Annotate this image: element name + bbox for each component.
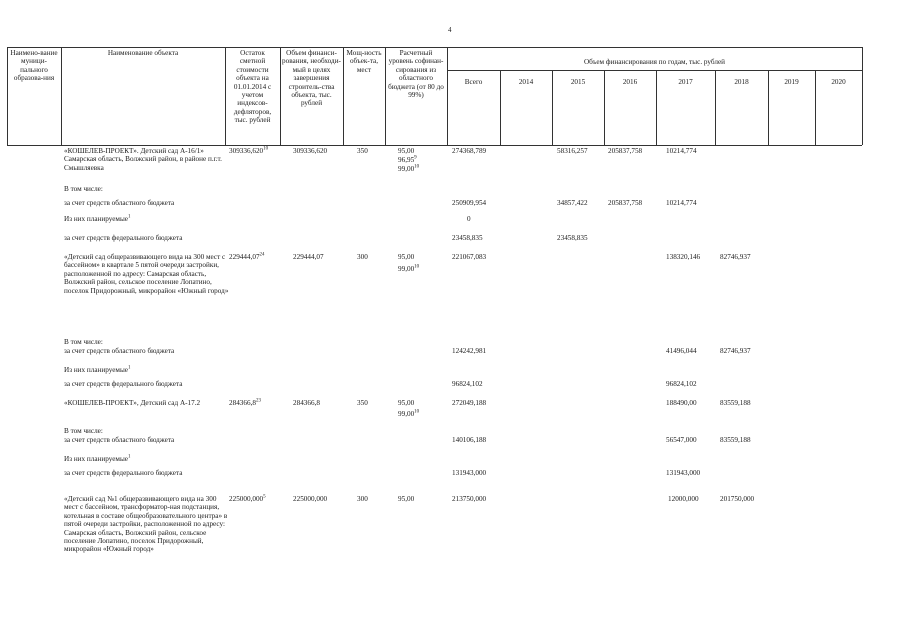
cofinancing-level: 96,95$^9$: [398, 155, 417, 164]
col-object-header: Наименование объекта: [107, 49, 179, 57]
cofinancing-level: 99,00$^{10}$: [398, 164, 420, 173]
total-value: 0: [467, 215, 471, 223]
col-financing-volume-header: Объем финанси-рования, необходи-мый в целях завершения строитель-ства объекта, тыс. рублей: [282, 49, 341, 108]
total-value: 124242,981: [452, 347, 487, 355]
value-2017: 188490,00: [666, 399, 697, 407]
financing-volume: 309336,620: [293, 147, 328, 155]
value-2017: 96824,102: [666, 380, 697, 388]
col-municipality-header: Наимено-вание муници-пального образова-ния: [10, 49, 58, 83]
budget-label: за счет средств федерального бюджета: [64, 380, 183, 388]
total-value: 213750,000: [452, 495, 487, 503]
remaining-cost: 225000,000$^5$: [229, 494, 266, 503]
planned-label: Из них планируемые$^1$: [64, 365, 131, 374]
remaining-cost: 284366,8$^{23}$: [229, 398, 261, 407]
object-name: «Детский сад общеразвивающего вида на 300 мест с бассейном» в квартале 5 пятой очереди застройки, расположенной по адресу: Самарская область, Волжский район, сельское поселение Лопатино, поселок Придорожный, микрорайон «Южный город»: [64, 253, 229, 295]
value-2018: 83559,188: [720, 399, 751, 407]
year-col-2020: 2020: [831, 78, 846, 86]
total-value: 23458,835: [452, 234, 483, 242]
total-value: 140106,188: [452, 436, 487, 444]
budget-label: за счет средств федерального бюджета: [64, 234, 183, 242]
year-col-2017: 2017: [678, 78, 693, 86]
value-2015: 58316,257: [557, 147, 588, 155]
value-2018: 82746,937: [720, 253, 751, 261]
total-value: 250909,954: [452, 199, 487, 207]
remaining-cost: 309336,620$^{10}$: [229, 146, 269, 155]
value-2018: 201750,000: [720, 495, 755, 503]
capacity: 350: [357, 147, 368, 155]
financing-volume: 284366,8: [293, 399, 320, 407]
total-value: 96824,102: [452, 380, 483, 388]
object-name: «КОШЕЛЕВ-ПРОЕКТ», Детский сад А-17.2: [64, 399, 201, 407]
value-2017: 41496,044: [666, 347, 697, 355]
page-number: 4: [448, 26, 452, 34]
years-group-header: Объем финансирования по годам, тыс. рублей: [583, 58, 726, 66]
cofinancing-level: 95,00: [398, 147, 415, 155]
value-2015: 34857,422: [557, 199, 588, 207]
value-2017: 10214,774: [666, 199, 697, 207]
object-name: «КОШЕЛЕВ-ПРОЕКТ». Детский сад А-16/1» Самарская область, Волжский район, в районе п.г.т. Смышляевка: [64, 147, 222, 172]
year-col-2014: 2014: [518, 78, 534, 86]
cofinancing-level: 99,00$^{10}$: [398, 409, 420, 418]
value-2017: 12000,000: [668, 495, 699, 503]
including-label: В том числе:: [64, 185, 103, 193]
total-value: 131943,000: [452, 469, 487, 477]
budget-label: за счет средств областного бюджета: [64, 199, 175, 207]
planned-label: Из них планируемые$^1$: [64, 454, 131, 463]
col-capacity-header: Мощ-ность объек-та, мест: [346, 49, 382, 74]
including-label: В том числе:: [64, 427, 103, 435]
including-label: В том числе:: [64, 338, 103, 346]
financing-volume: 229444,07: [293, 253, 324, 261]
object-name: «Детский сад №1 общеразвивающего вида на 300 мест с бассейном, трансформатор-ная подстанция, котельная в составе общеобразовательного центра» в пятой очереди застройки, расположенной по адресу: Самарская область, Волжский район, сельское поселение Лопатино, поселок Придорожный, микрорайон «Южный город»: [64, 495, 228, 554]
year-col-2018: 2018: [734, 78, 749, 86]
value-2017: 10214,774: [666, 147, 697, 155]
value-2018: 82746,937: [720, 347, 751, 355]
value-2015: 23458,835: [557, 234, 588, 242]
capacity: 300: [357, 495, 368, 503]
remaining-cost: 229444,07$^{24}$: [229, 252, 265, 261]
value-2017: 138320,146: [666, 253, 701, 261]
value-2016: 205837,758: [608, 199, 643, 207]
capacity: 350: [357, 399, 368, 407]
total-value: 221067,083: [452, 253, 487, 261]
year-col-total: Всего: [464, 78, 483, 86]
year-col-2019: 2019: [784, 78, 799, 86]
value-2017: 56547,000: [666, 436, 697, 444]
budget-label: за счет средств федерального бюджета: [64, 469, 183, 477]
value-2018: 83559,188: [720, 436, 751, 444]
cofinancing-level: 99,00$^{10}$: [398, 264, 420, 273]
total-value: 272049,188: [452, 399, 487, 407]
total-value: 274368,789: [452, 147, 487, 155]
cofinancing-level: 95,00: [398, 399, 415, 407]
year-col-2016: 2016: [622, 78, 638, 86]
cofinancing-level: 95,00: [398, 495, 415, 503]
budget-label: за счет средств областного бюджета: [64, 436, 175, 444]
planned-label: Из них планируемые$^1$: [64, 214, 131, 223]
cofinancing-level: 95,00: [398, 253, 415, 261]
year-col-2015: 2015: [570, 78, 586, 86]
col-remaining-cost-header: Остаток сметной стоимости объекта на 01.01.2014 с учетом индексов-дефляторов, тыс. рублей: [233, 49, 272, 125]
value-2017: 131943,000: [666, 469, 701, 477]
value-2016: 205837,758: [608, 147, 643, 155]
capacity: 300: [357, 253, 368, 261]
financing-volume: 225000,000: [293, 495, 328, 503]
budget-label: за счет средств областного бюджета: [64, 347, 175, 355]
col-cofinancing-header: Расчетный уровень софинан-сирования из областного бюджета (от 80 до 99%): [388, 49, 444, 100]
